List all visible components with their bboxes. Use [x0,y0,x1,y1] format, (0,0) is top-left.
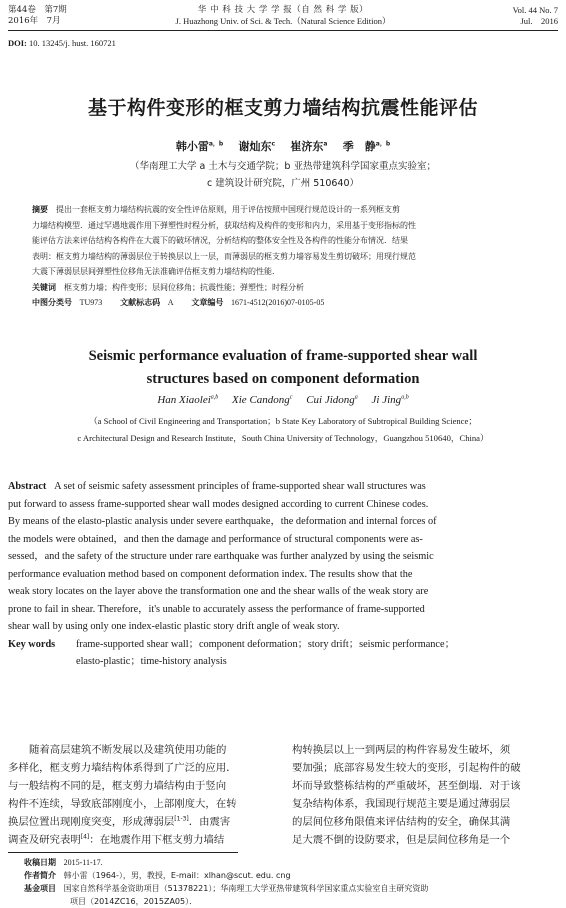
affiliation-en [0,413,566,447]
journal-name-cn: 华 中 科 技 大 学 学 报（自 然 科 学 版） [197,5,369,15]
footnote-author [24,869,564,882]
body-right-line2: 要加强；底部容易发生较大的变形，引起构件的破 [292,762,521,774]
author-en-3: Cui Jidong$^a$ [306,394,358,406]
abstract-en-line6: performance evaluation method based on component deformation index. The results show that the [8,568,413,580]
fund-label: 基金项目 [24,884,56,893]
journal-name-en: J. Huazhong Univ. of Sci. & Tech.（Natural Science Edition） [175,16,391,26]
abstract-cn [32,202,542,311]
clc-label: 中图分类号 [32,298,72,307]
keywords-cn [32,280,542,296]
body-left-line3: 与一般结构不同的是，框支剪力墙结构由于竖向 [8,780,227,792]
article-number-label: 文章编号 [191,298,224,307]
body-left-line1: 随着高层建筑不断发展以及建筑使用功能的 [29,744,227,756]
author-en-1: Han Xiaolei$^{a,b}$ [157,394,219,406]
abstract-cn-line1: 摘要 提出一套框支剪力墙结构抗震的安全性评估原则，用于评估按照中国现行规范设计的一系列框支剪 [32,205,400,214]
author-cn-3: 崔济东$^a$ [290,140,328,153]
body-right-line1: 构转换层以上一到两层的构件容易发生破坏，须 [292,744,511,756]
abstract-cn-line4: 表明：框支剪力墙结构的薄弱层位于转换层以上一层，而薄弱层的框支剪力墙容易发生剪切破坏；用现行规范 [32,251,416,261]
abstract-cn-line3: 能评估方法来评估结构各构件在大震下的破坏情况，分析结构的整体安全性及各构件的性能分布情况．结果 [32,236,408,245]
abstract-en-label: Abstract [8,481,47,492]
journal-name [120,5,446,27]
volume-issue-en: Vol. 44 No. 7 [512,5,558,15]
footnote-fund [24,882,564,895]
keywords-en-line2: elasto-plastic；time-history analysis [76,656,227,667]
fund-value-line2: 项目（2014ZC16，2015ZA05）． [70,897,198,906]
received-value: 2015-11-17. [63,858,103,867]
abstract-en-line4: the models were obtained，and then the damage and performance of structural components were as- [8,533,423,545]
title-cn: 基于构件变形的框支剪力墙结构抗震性能评估 [87,97,478,119]
keywords-en-label: Key words [8,638,56,650]
abstract-en-line2: put forward to assess frame-supported shear wall modes designed according to current Chinese codes. [8,498,429,510]
doi-value: 10. 13245/j. hust. 160721 [29,38,116,48]
affiliation-cn-line1: （华南理工大学 a 土木与交通学院；b 亚热带建筑科学国家重点实验室； [130,161,436,172]
doi-label: DOI: [8,38,27,48]
doc-code-label: 文献标志码 [120,298,161,307]
author-cn-1: 韩小雷$^{a,b}$ [175,140,224,153]
authors-cn [0,138,566,154]
keywords-en-line1: frame-supported shear wall；component deformation；story drift；seismic performance； [76,638,455,650]
volume-issue: 第44卷 第7期 [8,5,67,15]
abstract-en-line8: prone to fail in shear. Therefore，it's unable to accurately assess the performance of frame-supported [8,603,425,615]
body-right-column [292,741,558,849]
keywords-en [8,636,558,671]
body-left-line2: 多样化，框支剪力墙结构体系得到了广泛的应用． [8,762,237,774]
abstract-en-line1: Abstract A set of seismic safety assessment principles of frame-supported shear wall structures was [8,481,426,492]
journal-volume [8,5,67,27]
body-left-line5: 换层位置出现刚度突变，形成薄弱层[1-3]．由震害 [8,815,231,828]
body-left-column [8,741,274,849]
body-right-line4: 复杂结构体系，我国现行规范主要是通过薄弱层 [292,798,511,810]
affiliation-en-line1: （a School of Civil Engineering and Transportation；b State Key Laboratory of Subtropical Building Science； [89,416,477,426]
keywords-cn-text: 框支剪力墙；构件变形；层间位移角；抗震性能；弹塑性；时程分析 [64,282,304,292]
doc-code-value: A [167,298,174,307]
affiliation-cn-line2: c 建筑设计研究院，广州 510640） [206,178,360,189]
footnote-received [24,856,564,869]
abstract-cn-line5: 大震下薄弱层层间弹塑性位移角无法准确评估框支剪力墙结构的性能． [32,267,280,276]
abstract-en-line9: shear wall by using only one index-elastic plastic story drift angle of weak story. [8,621,340,632]
title-en-line1: Seismic performance evaluation of frame-supported shear wall [88,348,478,364]
classification [32,295,542,311]
clc-value: TU973 [79,298,103,307]
citation-1-3[interactable]: [1-3] [174,815,189,823]
abstract-en-line7: weak story locates on the layer above the transformation one and the shear walls of the weak story are [8,586,429,597]
abstract-cn-label: 摘要 [32,205,48,214]
body-right-line3: 坏而导致整栋结构的严重破坏，甚至倒塌．对于该 [292,780,521,792]
received-label: 收稿日期 [24,858,56,867]
title-en [0,345,566,391]
author-cn-4: 季 静$^{a,b}$ [342,140,391,153]
month-year-en: Jul. 2016 [520,16,558,26]
abstract-en [8,478,558,671]
author-cn-2: 谢灿东$^c$ [238,140,276,153]
footnote-rule [8,852,238,853]
fund-value-line1: 国家自然科学基金资助项目（51378221）；华南理工大学亚热带建筑科学国家重点实验室自主研究资助 [63,884,429,893]
affiliation-cn [0,158,566,192]
footnotes [24,856,564,908]
title-en-line2: structures based on component deformation [146,371,420,387]
body-left-line6: 调查及研究表明[4]：在地震作用下框支剪力墙结 [8,833,225,846]
year-month: 2016年 7月 [8,16,61,26]
abstract-cn-line2: 力墙结构模型．通过罕遇地震作用下弹塑性时程分析，获取结构及构件的变形和内力，采用基于变形指标的性 [32,220,416,230]
citation-4[interactable]: [4] [80,833,90,841]
keywords-cn-label: 关键词 [32,282,56,292]
authors-en [0,394,566,406]
body-left-line4: 构件不连续，导致底部刚度小，上部刚度大，在转 [8,798,237,810]
author-en-2: Xie Candong$^c$ [232,394,293,406]
header-rule [8,30,558,31]
abstract-en-line5: sessed，and the safety of the structure under rare earthquake was further analyzed by using the seismic [8,551,434,562]
author-en-4: Ji Jing$^{a,b}$ [371,394,409,406]
body-right-line5: 的层间位移角限值来评估结构的安全，确保其满 [292,816,511,828]
abstract-en-line3: By means of the elasto-plastic analysis under severe earthquake，the deformation and internal forces of [8,516,437,527]
journal-volume-en [513,5,558,27]
body-right-line6: 足大震不倒的设防要求，但是层间位移角是一个 [292,834,511,846]
author-bio-value: 韩小雷（1964-），男，教授，E-mail：xlhan@scut. edu. cng [63,871,291,880]
affiliation-en-line2: c Architectural Design and Research Institute，South China University of Technology，Guangzhou 510640，China） [77,433,489,443]
author-bio-label: 作者简介 [24,871,56,880]
article-number-value: 1671-4512(2016)07-0105-05 [231,298,325,307]
doi [8,38,116,48]
